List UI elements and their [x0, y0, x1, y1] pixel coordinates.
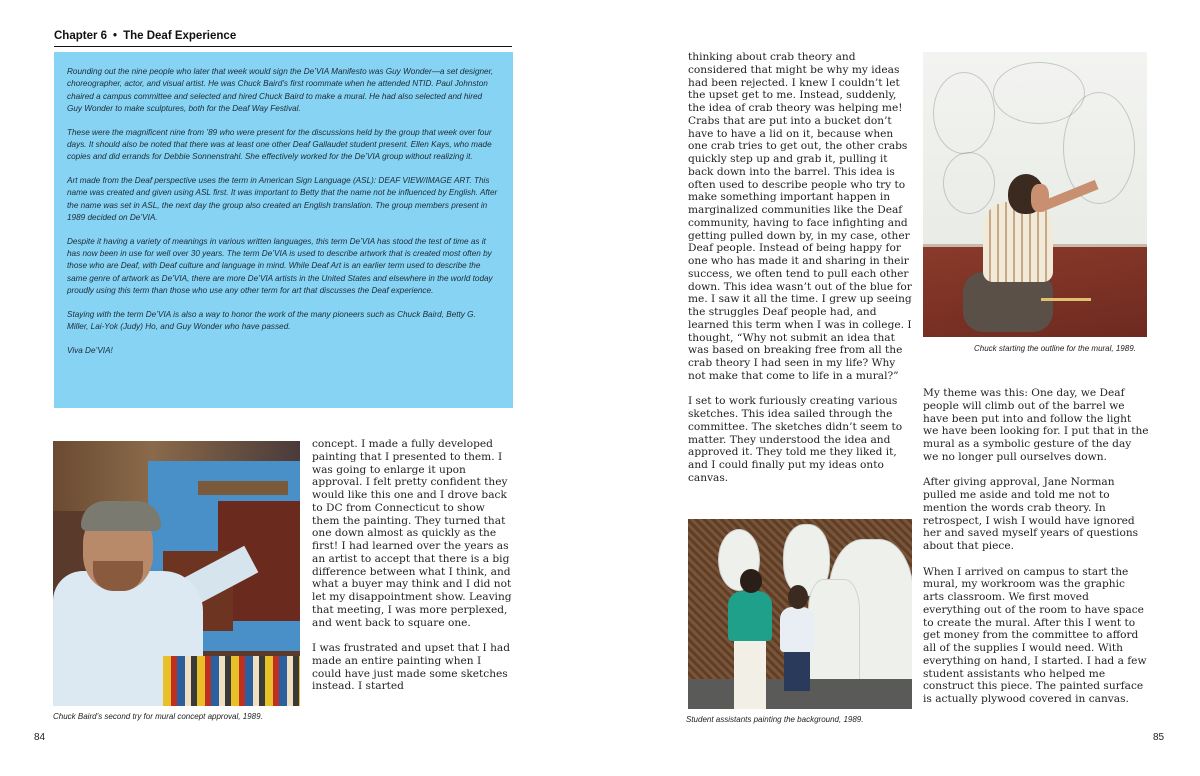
- header-separator: •: [113, 30, 118, 42]
- body-paragraph: I set to work furiously creating various sketches. This idea sailed through the committee. The sketches didn’t seem to matter. They understood the idea and approved it. They told me they liked it, and I could finally put my ideas onto canvas.: [688, 395, 903, 484]
- photo-student-assistants: [688, 519, 912, 709]
- sidebar-box: [54, 52, 513, 408]
- sketch-line: [933, 72, 995, 154]
- student-shirt: [780, 607, 814, 652]
- body-paragraph: I was frustrated and upset that I had made an entire painting when I could have just made some sketches instead. I started: [312, 642, 511, 693]
- drawing-stick: [1041, 298, 1091, 301]
- photo-caption: Student assistants painting the background, 1989.: [686, 715, 864, 724]
- page-number: 85: [1153, 732, 1165, 743]
- paint-jars: [163, 656, 300, 706]
- sketch-line: [943, 152, 995, 214]
- mural-figure: [808, 579, 860, 681]
- right-body-column-1: [688, 51, 912, 497]
- chapter-number: Chapter 6: [54, 30, 108, 42]
- student-legs: [784, 651, 810, 691]
- sidebar-paragraph: These were the magnificent nine from ’89 who were present for the discussions held by the group that week over four days. It should also be noted that there was at least one other Deaf Gallaudet student present. Ellen Kays, who made copies and did errands for Debbie Sonnenstrahl. She effectively worked for the De’VIA group without realizing it.: [67, 127, 492, 162]
- page-number: 84: [34, 732, 46, 743]
- right-body-column-2: [923, 387, 1149, 719]
- student-legs: [734, 639, 766, 709]
- student-head: [740, 569, 762, 593]
- chapter-title: The Deaf Experience: [123, 30, 237, 42]
- photo-caption: Chuck starting the outline for the mural, 1989.: [974, 344, 1136, 353]
- painter-beard: [93, 561, 143, 591]
- sidebar-paragraph: Viva De’VIA!: [67, 345, 113, 355]
- body-paragraph: thinking about crab theory and considered that might be why my ideas had been rejected. I knew I couldn’t let the upset get to me. Instead, suddenly, the idea of crab theory was helping me! Crabs that are put into a bucket don’t have to have a lid on it, because when one crab tries to get out, the other crabs quickly step up and grab it, pulling it back down into the barrel. This idea is often used to describe people who try to make something important happen in marginalized communities like the Deaf community, having to face infighting and getting pulled down by, in my case, other Deaf people. Instead of being happy for one who has made it and sharing in their success, we often tend to pull each other down. This idea wasn’t out of the blue for me. I saw it all the time. I grew up seeing the struggles Deaf people had, and learned this term when I was in college. I thought, “Why not submit an idea that was based on breaking free from all the crab theory I had seen in my life? Why not make that come to life in a mural?”: [688, 51, 912, 382]
- student-shirt: [728, 591, 772, 641]
- photo-mural-outline: [923, 52, 1147, 337]
- left-body-column: [312, 438, 512, 706]
- sidebar-paragraph: Rounding out the nine people who later that week would sign the De’VIA Manifesto was Guy Wonder—a set designer, choreographer, actor, and visual artist. He was Chuck Baird’s first roommate when he attended NTID. Paul Johnston chaired a campus committee and selected and hired Chuck Baird to make a mural. He had also selected and hired Guy Wonder to make sculptures, both for the Deaf Way Festival.: [67, 67, 494, 113]
- photo-mural-concept: [53, 441, 300, 706]
- body-paragraph: After giving approval, Jane Norman pulled me aside and told me not to mention the words crab theory. In retrospect, I wish I would have ignored her and saved myself years of questions about that piece.: [923, 476, 1139, 552]
- chapter-header: [54, 30, 512, 47]
- photo-caption: Chuck Baird’s second try for mural concept approval, 1989.: [53, 712, 263, 721]
- sidebar-paragraph: Art made from the Deaf perspective uses the term in American Sign Language (ASL): DEAF VIEW/IMAGE ART. This name was created and given using ASL first. It was important to Betty that the name not be influenced by English. After the name was set in ASL, the next day the group also created an English translation. The group members present in 1989 decided on De’VIA.: [67, 176, 498, 222]
- body-paragraph: When I arrived on campus to start the mural, my workroom was the graphic arts classroom. We first moved everything out of the room to have space to create the mural. After this I went to get money from the committee to afford all of the supplies I would need. With everything on hand, I started. I had a few student assistants who helped me construct this piece. The painted surface is actually plywood covered in canvas.: [923, 565, 1147, 705]
- artist-shirt: [983, 202, 1053, 282]
- student-head: [788, 585, 808, 609]
- body-paragraph: concept. I made a fully developed painting that I presented to them. I was going to enlarge it upon approval. I felt pretty confident they would like this one and I drove back to DC from Connecticut to show them the painting. They turned that one down almost as quickly as the first! I had learned over the years as an artist to accept that there is a big difference between what I think, and what a buyer may think and I did not let my disappointment show. Leaving that meeting, I was more perplexed, and went back to square one.: [312, 438, 512, 629]
- sidebar-paragraph: Despite it having a variety of meanings in various written languages, this term De’VIA has stood the test of time as it has now been in use for well over 30 years. The term De’VIA is used to describe artwork that is created most often by those who are Deaf, with Deaf culture and language in mind. While Deaf Art is an earlier term used to describe the same genre of artwork as De’VIA, there are more De’VIA artists in the United States and elsewhere in the world today proudly using this term than those who use any other term for art that discusses the Deaf experience.: [67, 236, 493, 295]
- painting-edge: [198, 481, 288, 495]
- painter-cap: [81, 501, 161, 531]
- artist-face: [1031, 184, 1049, 212]
- sidebar-paragraph: Staying with the term De’VIA is also a way to honor the work of the many pioneers such as Chuck Baird, Betty G. Miller, Lai-Yok (Judy) Ho, and Guy Wonder who have passed.: [67, 309, 476, 332]
- body-paragraph: My theme was this: One day, we Deaf people will climb out of the barrel we have been put into and follow the light we have been looking for. I put that in the mural as a symbolic gesture of the day we no longer pull ourselves down.: [923, 387, 1149, 463]
